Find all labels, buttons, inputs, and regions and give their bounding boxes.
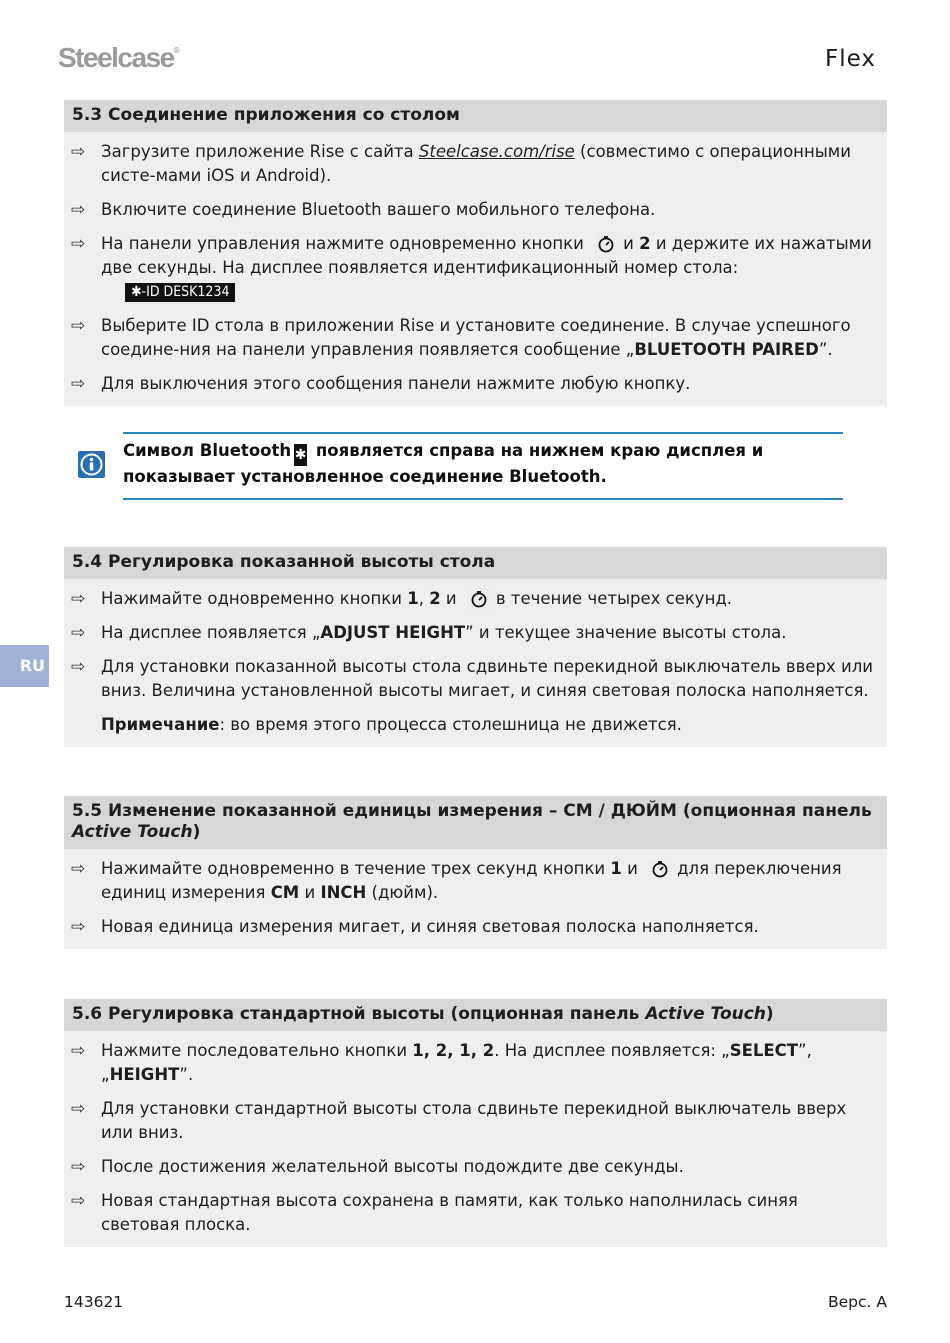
arrow-icon: ⇨ (71, 200, 86, 220)
list-item: ⇨ Нажимайте одновременно в течение трех секунд кнопки 1 и для переключения единиц измерения CM и INCH (дюйм). (71, 859, 842, 902)
timer-button-icon (649, 858, 671, 880)
timer-button-icon (595, 233, 617, 255)
list-item: ⇨ Нажмите последовательно кнопки 1, 2, 1, 2. На дисплее появляется: „SELECT”, „HEIGHT”. (71, 1041, 812, 1084)
desk-id-display: ✱-ID DESK1234 (125, 283, 235, 302)
arrow-icon: ⇨ (71, 1041, 86, 1061)
website-link[interactable]: Steelcase.com/rise (418, 142, 575, 161)
section-title: 5.4 Регулировка показанной высоты стола (64, 547, 887, 579)
document-number: 143621 (64, 1293, 124, 1311)
section-5-4 (64, 547, 887, 747)
bluetooth-icon: ✱ (294, 444, 307, 466)
list-item: ⇨ Нажимайте одновременно кнопки 1, 2 и в течение четырех секунд. (71, 589, 733, 609)
info-top-rule (123, 432, 843, 434)
info-note: Символ Bluetooth ✱ появляется справа на нижнем краю дисплея и показывает установленное соединение Bluetooth. (123, 441, 764, 486)
product-name: Flex (825, 46, 876, 72)
language-tab: RU (0, 645, 49, 687)
list-item: ⇨ На дисплее появляется „ADJUST HEIGHT” и текущее значение высоты стола. (71, 623, 787, 643)
section-5-3 (64, 100, 887, 406)
arrow-icon: ⇨ (71, 234, 86, 254)
arrow-icon: ⇨ (71, 142, 86, 162)
version-label: Верс. А (828, 1293, 887, 1311)
section-5-6 (64, 999, 887, 1247)
info-bottom-rule (123, 498, 843, 500)
list-item: ⇨ Для установки стандартной высоты стола сдвиньте перекидной выключатель вверх или вниз. (71, 1099, 847, 1142)
section-title: 5.5 Изменение показанной единицы измерения – CM / ДЮЙМ (опционная панель Active Touch) (64, 796, 887, 849)
arrow-icon: ⇨ (71, 917, 86, 937)
list-item: ⇨ Новая стандартная высота сохранена в памяти, как только наполнилась синяя световая плоска. (71, 1191, 798, 1234)
info-icon (78, 451, 105, 478)
list-item: ⇨ На панели управления нажмите одновременно кнопки и 2 и держите их нажатыми две секунды. На дисплее появляется идентификационный номер стола: ✱-ID DESK1234 (71, 234, 872, 300)
arrow-icon: ⇨ (71, 623, 86, 643)
timer-button-icon (468, 588, 490, 610)
note: Примечание: во время этого процесса столешница не движется. (101, 715, 682, 734)
section-5-5 (64, 796, 887, 949)
arrow-icon: ⇨ (71, 657, 86, 677)
arrow-icon: ⇨ (71, 589, 86, 609)
list-item: ⇨ Для выключения этого сообщения панели нажмите любую кнопку. (71, 374, 691, 394)
list-item: ⇨ Выберите ID стола в приложении Rise и установите соединение. В случае успешного соедине-ния на панели управления появляется сообщение „BLUETOOTH PAIRED”. (71, 316, 851, 359)
list-item: ⇨ После достижения желательной высоты подождите две секунды. (71, 1157, 684, 1177)
list-item: ⇨ Для установки показанной высоты стола сдвиньте перекидной выключатель вверх или вниз. Величина установленной высоты мигает, и синяя световая полоска наполняется. (71, 657, 874, 700)
list-item: ⇨ Новая единица измерения мигает, и синяя световая полоска наполняется. (71, 917, 759, 937)
arrow-icon: ⇨ (71, 1099, 86, 1119)
arrow-icon: ⇨ (71, 1191, 86, 1211)
arrow-icon: ⇨ (71, 1157, 86, 1177)
section-title: 5.6 Регулировка стандартной высоты (опционная панель Active Touch) (64, 999, 887, 1031)
arrow-icon: ⇨ (71, 316, 86, 336)
arrow-icon: ⇨ (71, 859, 86, 879)
arrow-icon: ⇨ (71, 374, 86, 394)
section-title: 5.3 Соединение приложения со столом (64, 100, 887, 132)
list-item: ⇨ Включите соединение Bluetooth вашего мобильного телефона. (71, 200, 656, 220)
list-item: ⇨ Загрузите приложение Rise с сайта Steelcase.com/rise (совместимо с операционными систе-мами iOS и Android). (71, 142, 851, 185)
steelcase-logo: Steelcase® (58, 42, 180, 73)
